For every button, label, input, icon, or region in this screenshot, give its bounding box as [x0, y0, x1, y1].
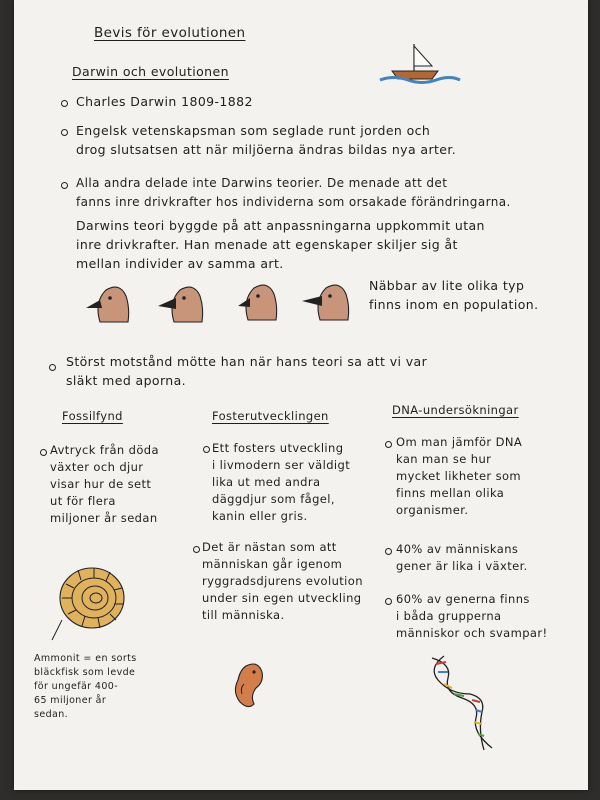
line: 65 miljoner år [34, 695, 107, 706]
line: lika ut med andra [212, 475, 321, 489]
line: Om man jämför DNA [396, 435, 523, 449]
bullet-dot [40, 449, 47, 456]
line: Störst motstånd mötte han när hans teori sa att vi var [66, 354, 428, 369]
line: Ammonit = en sorts [34, 653, 137, 664]
bullet-dot [61, 129, 68, 136]
line: växter och djur [50, 460, 144, 474]
line: Näbbar av lite olika typ [369, 278, 525, 293]
line: inre drivkrafter. Han menade att egenskaper skiljer sig åt [76, 237, 458, 252]
text-beak-note [369, 276, 538, 314]
line: mycket likheter som [396, 469, 522, 483]
paper-sheet [14, 0, 588, 790]
bullet-dot [193, 546, 200, 553]
text-ammonite-caption [34, 652, 137, 722]
text-darwin-bullet3 [76, 174, 511, 212]
text-darwin-paragraph [76, 216, 485, 273]
line: ryggradsdjurens evolution [202, 574, 363, 588]
text-darwin-bullet4 [66, 352, 427, 390]
line: Alla andra delade inte Darwins teorier. De menade att det [76, 176, 448, 190]
line: Darwins teori byggde på att anpassningarna uppkommit utan [76, 218, 485, 233]
line: bläckfisk som levde [34, 667, 136, 678]
line: fanns inre drivkrafter hos individerna som orsakade förändringarna. [76, 195, 511, 209]
line: människor och svampar! [396, 626, 548, 640]
line: organismer. [396, 503, 469, 517]
line: i båda grupperna [396, 609, 502, 623]
text-foster-bullet1 [212, 440, 350, 525]
bird-head-icon [152, 282, 208, 324]
dna-helix-icon [422, 654, 502, 754]
line: drog slutsatsen att när miljöerna ändras bildas nya arter. [76, 142, 457, 157]
heading-foster: Fosterutvecklingen [212, 409, 329, 423]
sailboat-icon [374, 42, 464, 92]
text-darwin-bullet2 [76, 121, 456, 159]
text-foster-bullet2 [202, 539, 363, 624]
bullet-dot [385, 441, 392, 448]
bullet-dot [203, 446, 210, 453]
line: ut för flera [50, 494, 116, 508]
line: sedan. [34, 709, 69, 720]
line: Avtryck från döda [50, 443, 159, 457]
text-dna-bullet2 [396, 541, 528, 575]
page-title: Bevis för evolutionen [94, 25, 246, 41]
line: mellan individer av samma art. [76, 256, 284, 271]
line: till människa. [202, 608, 285, 622]
embryo-icon [228, 658, 278, 714]
text-darwin-dates: Charles Darwin 1809-1882 [76, 94, 253, 109]
line: Ett fosters utveckling [212, 441, 344, 455]
text-fossil [50, 442, 159, 527]
heading-dna: DNA-undersökningar [392, 403, 519, 417]
line: kanin eller gris. [212, 509, 308, 523]
line: kan man se hur [396, 452, 492, 466]
ammonite-icon [48, 560, 138, 640]
line: däggdjur som fågel, [212, 492, 335, 506]
line: människan går igenom [202, 557, 343, 571]
line: 40% av människans [396, 542, 519, 556]
line: Engelsk vetenskapsman som seglade runt jorden och [76, 123, 431, 138]
bullet-dot [49, 364, 56, 371]
bullet-dot [385, 548, 392, 555]
bird-head-icon [78, 282, 134, 324]
section-heading-darwin: Darwin och evolutionen [72, 64, 229, 79]
line: finns inom en population. [369, 297, 539, 312]
line: visar hur de sett [50, 477, 152, 491]
line: Det är nästan som att [202, 540, 337, 554]
bird-head-icon [298, 280, 354, 322]
line: i livmodern ser väldigt [212, 458, 351, 472]
line: för ungefär 400- [34, 681, 119, 692]
line: miljoner år sedan [50, 511, 158, 525]
line: släkt med aporna. [66, 373, 187, 388]
line: under sin egen utveckling [202, 591, 362, 605]
heading-fossil: Fossilfynd [62, 409, 123, 423]
line: 60% av generna finns [396, 592, 530, 606]
bird-head-icon [226, 280, 282, 322]
bullet-dot [385, 598, 392, 605]
line: finns mellan olika [396, 486, 505, 500]
bullet-dot [61, 100, 68, 107]
bullet-dot [61, 182, 68, 189]
text-dna-bullet1 [396, 434, 522, 519]
text-dna-bullet3 [396, 591, 548, 642]
line: gener är lika i växter. [396, 559, 528, 573]
